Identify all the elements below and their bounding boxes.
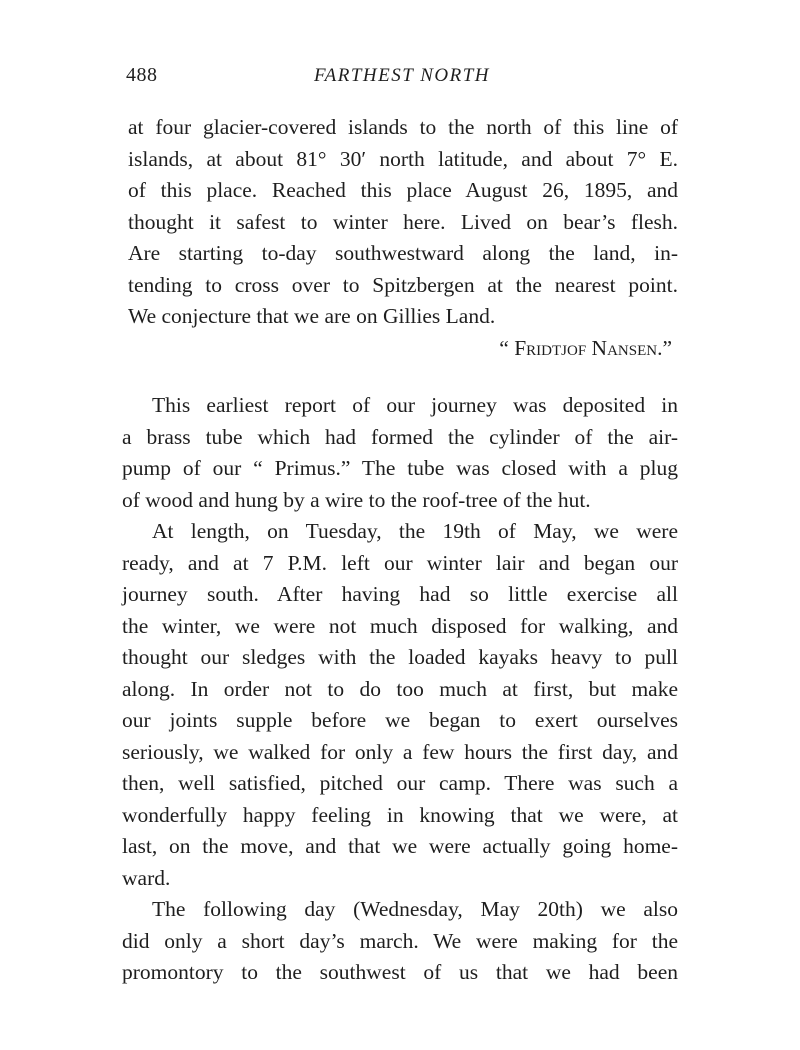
letter-line: of this place. Reached this place August 26, 1895, and [128,178,678,202]
text-line: journey south. After having had so little exercise all [122,582,678,606]
text-line: promontory to the southwest of us that we had been [122,960,678,984]
text-line: the winter, we were not much disposed for walking, and [122,613,678,638]
signature-open-quote: “ [499,335,515,360]
book-title: FARTHEST NORTH [313,65,491,86]
text-line: This earliest report of our journey was deposited in [152,393,678,417]
section-gap [122,364,678,390]
letter-line: We conjecture that we are on Gillies Land. [128,304,496,328]
running-head [126,64,678,88]
quoted-letter [122,112,678,364]
text-line: wonderfully happy feeling in knowing that we were, at [122,802,678,827]
text-line: then, well satisfied, pitched our camp. There was such a [122,771,678,795]
signature-close-quote: .” [657,335,672,360]
signature-first-name: Fridtjof [514,335,587,360]
page-body [122,112,678,989]
letter-line: thought it safest to winter here. Lived on bear’s flesh. [128,209,678,234]
text-line: thought our sledges with the loaded kayaks heavy to pull [122,645,678,669]
text-line: our joints supple before we began to exert ourselves [122,708,678,732]
letter-line: Are starting to-day southwestward along the land, in- [128,241,678,265]
paragraph [122,390,678,516]
paragraph [122,516,678,894]
text-line: of wood and hung by a wire to the roof-tree of the hut. [122,487,591,512]
letter-line: at four glacier-covered islands to the north of this line of [128,115,678,139]
text-line: The following day (Wednesday, May 20th) we also [152,897,678,921]
text-line: seriously, we walked for only a few hours the first day, and [122,739,678,764]
text-line: ready, and at 7 P.M. left our winter lair and began our [122,550,678,575]
text-line: At length, on Tuesday, the 19th of May, we were [152,519,678,543]
text-line: along. In order not to do too much at first, but make [122,676,678,701]
text-line: a brass tube which had formed the cylinder of the air- [122,424,678,449]
text-line: pump of our “ Primus.” The tube was closed with a plug [122,456,678,480]
letter-line: tending to cross over to Spitzbergen at the nearest point. [128,272,678,297]
text-line: ward. [122,865,171,890]
text-line: did only a short day’s march. We were making for the [122,928,678,953]
signature-last-name: Nansen [591,335,658,360]
text-line: last, on the move, and that we were actually going home- [122,834,678,858]
page-number: 488 [126,64,158,86]
letter-line: islands, at about 81° 30′ north latitude, and about 7° E. [128,146,678,171]
paragraph [122,894,678,989]
letter-signature [122,333,678,365]
